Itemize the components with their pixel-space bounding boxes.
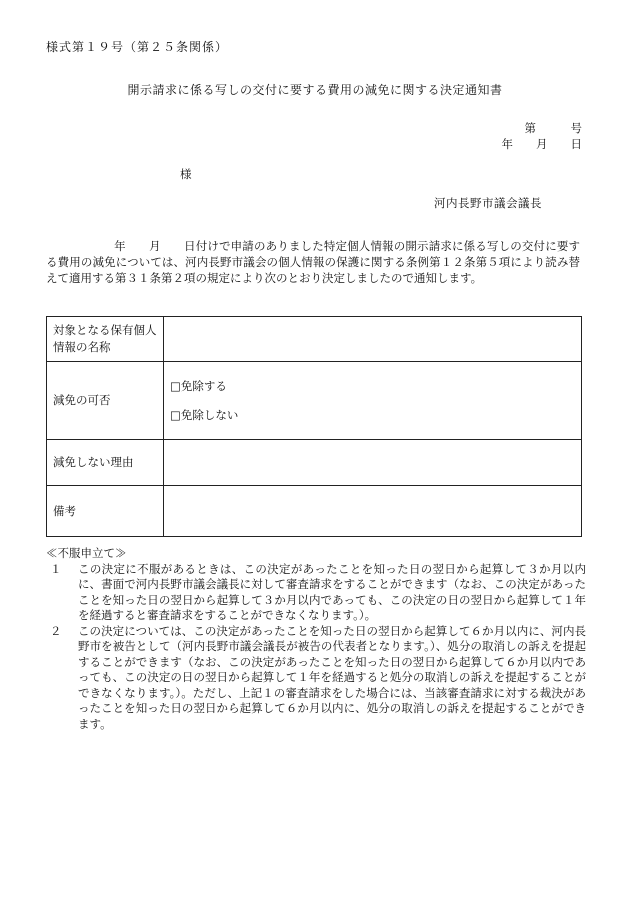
target-info-label: 対象となる保有個人情報の名称: [47, 317, 164, 362]
appeal-item: [46, 624, 586, 733]
date-line: 年 月 日: [501, 137, 582, 151]
remarks-value: [164, 486, 582, 537]
decision-table: [46, 316, 582, 537]
appeal-item-number: １: [50, 561, 62, 576]
reason-value: [164, 440, 582, 486]
appeal-item-text: この決定については、この決定があったことを知った日の翌日から起算して６か月以内に、河内長野市を被告として（河内長野市議会議長が被告の代表者となります。）、処分の取消しの訴えを提起することができます（なお、この決定があったことを知った日の翌日から起算して６か月以内であっても、この決定の日の翌日から起算して１年を経過すると処分の取消しの訴えを提起することができなくなります。）。ただし、上記１の審査請求をした場合には、当該審査請求に対する裁決があったことを知った日の翌日から起算して６か月以内に、処分の取消しの訴えを提起することができます。: [78, 623, 586, 731]
appeal-item-number: ２: [50, 623, 62, 638]
exempt-checkbox-option[interactable]: □免除する: [170, 378, 227, 393]
body-text: [46, 238, 580, 286]
table-row: [47, 440, 582, 486]
not-exempt-checkbox-option[interactable]: □免除しない: [170, 407, 239, 422]
remarks-label: 備考: [47, 486, 164, 537]
form-number: 様式第１９号（第２５条関係）: [46, 40, 229, 54]
document-title: 開示請求に係る写しの交付に要する費用の減免に関する決定通知書: [127, 83, 503, 97]
document-number-line: 第 号: [524, 121, 582, 135]
appeal-item: [46, 562, 586, 624]
reduction-label: 減免の可否: [47, 362, 164, 440]
reason-label: 減免しない理由: [47, 440, 164, 486]
appeal-heading: ≪不服申立て≫: [46, 546, 127, 560]
recipient-line: 様: [180, 167, 192, 181]
table-row: [47, 317, 582, 362]
table-row: [47, 486, 582, 537]
appeal-item-text: この決定に不服があるときは、この決定があったことを知った日の翌日から起算して３か月以内に、書面で河内長野市議会議長に対して審査請求をすることができます（なお、この決定があったことを知った日の翌日から起算して３か月以内であっても、この決定の日の翌日から起算して１年を経過すると審査請求をすることができなくなります。）。: [78, 561, 586, 622]
reduction-options: [164, 362, 582, 440]
appeal-section: [46, 546, 586, 732]
issuer-line: 河内長野市議会議長: [434, 196, 542, 210]
body-text-content: 年 月 日付けで申請のありました特定個人情報の開示請求に係る写しの交付に要する費用の減免については、河内長野市議会の個人情報の保護に関する条例第１２条第５項により読み替えて適用する第３１条第２項の規定により次のとおり決定しましたので通知します。: [46, 239, 580, 285]
table-row: [47, 362, 582, 440]
target-info-value: [164, 317, 582, 362]
